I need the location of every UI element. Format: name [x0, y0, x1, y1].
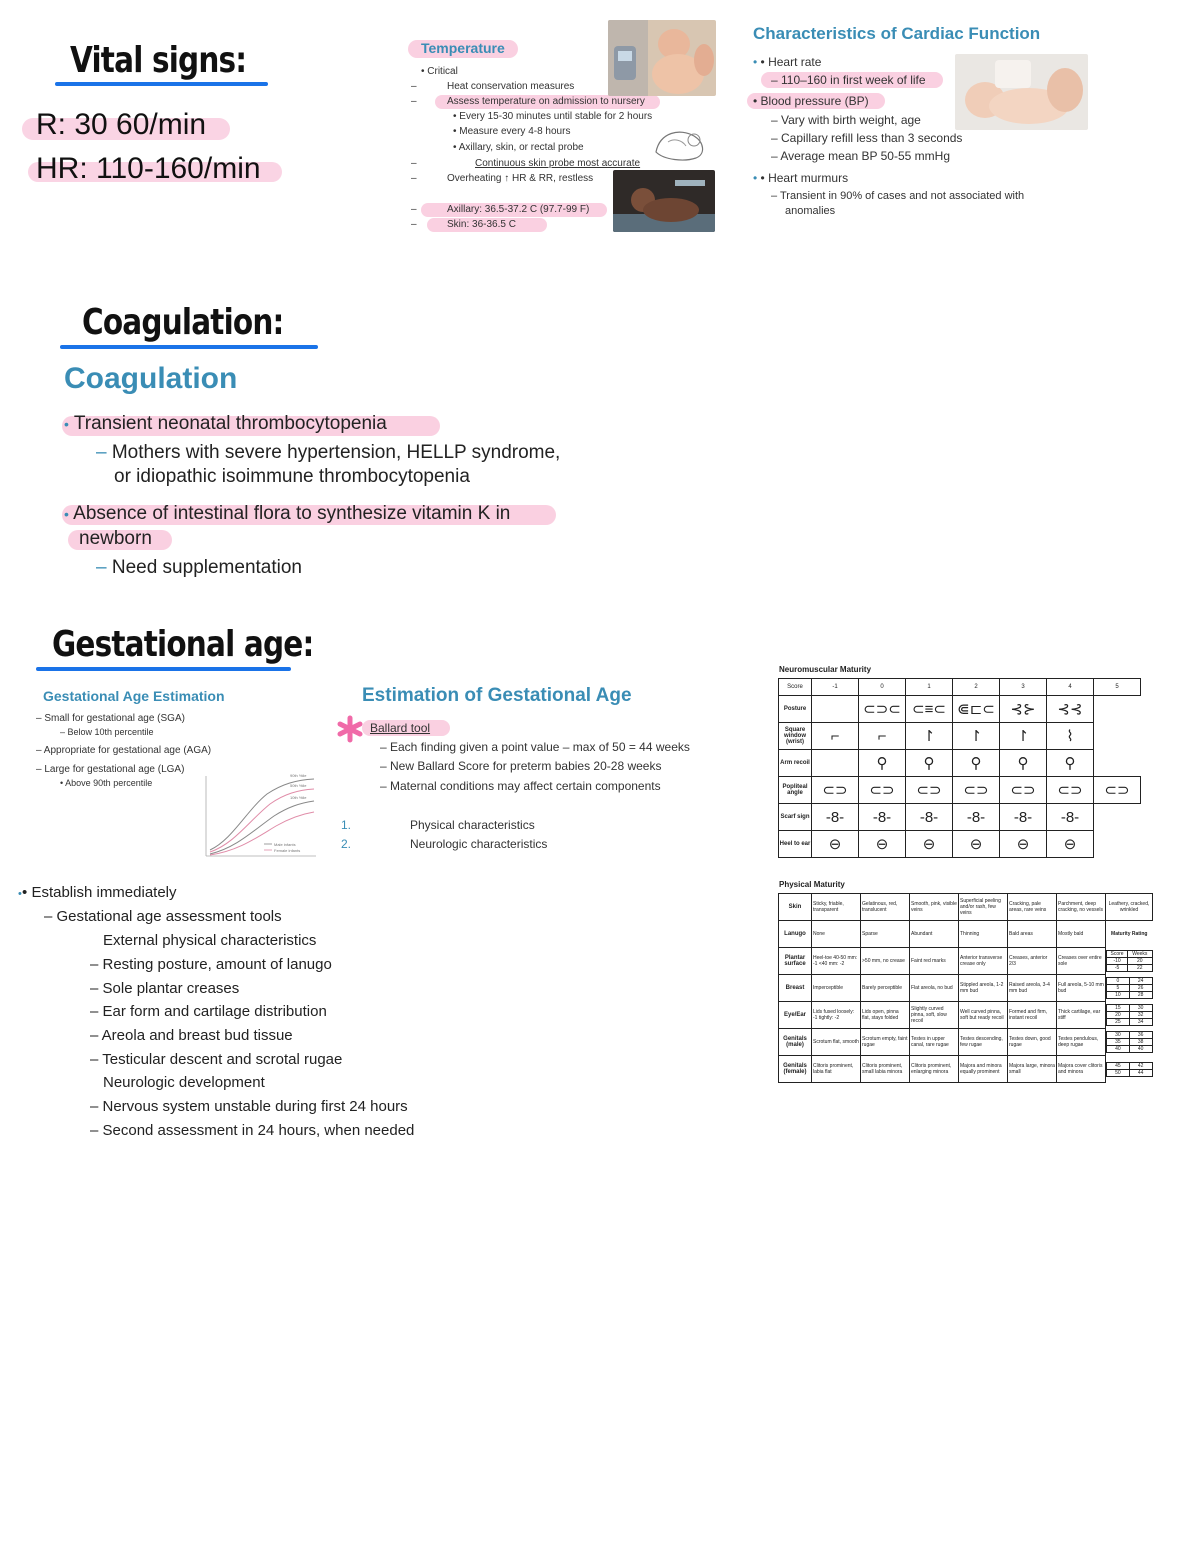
temp-line: Assess temperature on admission to nursery	[447, 96, 645, 107]
rating-value: 28	[1129, 992, 1152, 999]
phys-cell: Bald areas	[1008, 921, 1057, 948]
phys-cell: Abundant	[910, 921, 959, 948]
phys-cell: Thick cartilage, ear stiff	[1057, 1002, 1106, 1029]
phys-cell: Clitoris prominent, small labia minora	[861, 1056, 910, 1083]
cardiac-line: • • Heart murmurs	[753, 171, 849, 185]
phys-cell: Imperceptible	[812, 975, 861, 1002]
maturity-rating-cell	[1106, 1002, 1153, 1029]
temp-line: • Critical	[421, 66, 458, 77]
temp-line: • Measure every 4-8 hours	[453, 126, 571, 137]
rating-value: 35	[1107, 1039, 1130, 1046]
phys-cell: Gelatinous, red, translucent	[861, 894, 910, 921]
phys-cell: Well curved pinna, soft but ready recoil	[959, 1002, 1008, 1029]
rating-value: 36	[1129, 1032, 1152, 1039]
temp-line: • Every 15-30 minutes until stable for 2 hours	[453, 111, 653, 122]
neuro-posture-figure-icon: ⌇	[1047, 723, 1094, 750]
assess-line: – Nervous system unstable during first 24 hours	[90, 1098, 408, 1115]
neuro-posture-figure-icon	[1094, 750, 1141, 777]
phys-cell: Sparse	[861, 921, 910, 948]
temp-line: –	[411, 96, 417, 107]
neuro-posture-figure-icon: ⊰⊰	[1047, 696, 1094, 723]
assess-line: • • Establish immediately	[18, 884, 177, 901]
rating-value: 0	[1107, 978, 1130, 985]
neuromuscular-maturity-title: Neuromuscular Maturity	[779, 665, 872, 674]
neuro-row-label: Arm recoil	[779, 750, 812, 777]
growth-curve-label: 90th %ile	[290, 773, 307, 778]
neuro-posture-figure-icon: ⊖	[1047, 831, 1094, 858]
phys-cell: Testes pendulous, deep rugae	[1057, 1029, 1106, 1056]
ballard-tool: Ballard tool	[370, 721, 431, 735]
phys-cell: Sticky, friable, transparent	[812, 894, 861, 921]
neuro-posture-figure-icon	[1094, 831, 1141, 858]
phys-cell: Heel-toe 40-50 mm: -1 <40 mm: -2	[812, 948, 861, 975]
temp-line: –	[411, 204, 417, 215]
coag-sub-1: – Mothers with severe hypertension, HELLP syndrome,	[96, 442, 561, 463]
neuro-posture-figure-icon: ↾	[1000, 723, 1047, 750]
cardiac-line: – 110–160 in first week of life	[771, 73, 926, 87]
coag-sub-1b: or idiopathic isoimmune thrombocytopenia	[114, 466, 470, 487]
assess-line: – Testicular descent and scrotal rugae	[90, 1051, 343, 1068]
neuro-header-cell: 1	[906, 679, 953, 696]
ballard-line: – Maternal conditions may affect certain components	[380, 779, 661, 793]
phys-row-label: Genitals (female)	[779, 1056, 812, 1083]
temperature-title: Temperature	[421, 40, 505, 56]
phys-cell: Formed and firm, instant recoil	[1008, 1002, 1057, 1029]
neuro-posture-figure-icon: ⌐	[812, 723, 859, 750]
rating-value: 50	[1107, 1069, 1130, 1076]
neuro-posture-figure-icon: ⚲	[1047, 750, 1094, 777]
phys-row-label: Plantar surface	[779, 948, 812, 975]
growth-curve-label: 50th %ile	[290, 783, 307, 788]
neuro-posture-figure-icon: ⊂⊃	[1047, 777, 1094, 804]
coagulation-underline	[60, 345, 318, 349]
neuro-posture-figure-icon: ⊖	[906, 831, 953, 858]
phys-cell: Flat areola, no bud	[910, 975, 959, 1002]
phys-cell: Raised areola, 3-4 mm bud	[1008, 975, 1057, 1002]
phys-cell: Testes down, good rugae	[1008, 1029, 1057, 1056]
phys-cell: None	[812, 921, 861, 948]
neuro-posture-figure-icon: ⚲	[1000, 750, 1047, 777]
neuro-header-cell: Score	[779, 679, 812, 696]
cardiac-function-slide	[745, 18, 1095, 228]
neuro-posture-figure-icon	[1094, 804, 1141, 831]
gest-est-line: – Below 10th percentile	[60, 727, 154, 737]
assess-line: – Second assessment in 24 hours, when needed	[90, 1122, 415, 1139]
gest-est-line: – Appropriate for gestational age (AGA)	[36, 745, 212, 756]
rating-value: 20	[1128, 958, 1152, 965]
phys-row-label: Breast	[779, 975, 812, 1002]
neuro-posture-figure-icon: -8-	[953, 804, 1000, 831]
ballard-line: – New Ballard Score for preterm babies 20-28 weeks	[380, 759, 662, 773]
maturity-rating-cell	[1106, 1029, 1153, 1056]
gest-estimation-title: Gestational Age Estimation	[43, 688, 225, 704]
neuro-posture-figure-icon: -8-	[859, 804, 906, 831]
phys-cell: Cracking, pale areas, rare veins	[1008, 894, 1057, 921]
temp-line: Overheating ↑ HR & RR, restless	[447, 173, 594, 184]
neuro-posture-figure-icon: ⚲	[906, 750, 953, 777]
neuro-posture-figure-icon: ⌐	[859, 723, 906, 750]
newborn-incubator-photo	[613, 170, 715, 232]
asterisk-mark-icon	[336, 715, 364, 743]
chart-legend-female: Female infants	[274, 848, 301, 853]
phys-cell: Thinning	[959, 921, 1008, 948]
neuro-posture-figure-icon: -8-	[1047, 804, 1094, 831]
cardiac-line: anomalies	[785, 205, 836, 217]
vital-signs-heading: Vital signs:	[70, 40, 247, 81]
rating-value: -10	[1107, 958, 1128, 965]
numbered-item: Physical characteristics	[410, 818, 535, 832]
gest-est-line: • Above 90th percentile	[60, 778, 153, 788]
rating-value: 40	[1107, 1046, 1130, 1053]
ballard-line: – Each finding given a point value – max of 50 = 44 weeks	[380, 740, 690, 754]
phys-cell: Slightly curved pinna, soft, slow recoil	[910, 1002, 959, 1029]
rating-value: 40	[1129, 1046, 1152, 1053]
rating-value: 25	[1107, 1019, 1130, 1026]
temp-line: –	[411, 158, 417, 169]
phys-cell: Testes in upper canal, rare rugae	[910, 1029, 959, 1056]
assess-line: – Resting posture, amount of lanugo	[90, 956, 332, 973]
phys-cell: Lids fused loosely: -1 tightly: -2	[812, 1002, 861, 1029]
temp-line: Heat conservation measures	[447, 81, 575, 92]
neuro-posture-figure-icon: ⚲	[953, 750, 1000, 777]
coag-bullet-2b: newborn	[79, 528, 152, 549]
numbered-marker: 2.	[341, 837, 352, 851]
neuro-header-cell: 0	[859, 679, 906, 696]
neuro-posture-figure-icon: -8-	[906, 804, 953, 831]
growth-curve-label: 10th %ile	[290, 795, 307, 800]
neuro-posture-figure-icon	[812, 696, 859, 723]
cardiac-line: – Transient in 90% of cases and not associated with	[771, 190, 1025, 202]
phys-cell: Anterior transverse crease only	[959, 948, 1008, 975]
temperature-slide	[405, 18, 720, 233]
neuro-posture-figure-icon: ⊂⊃	[953, 777, 1000, 804]
neuro-posture-figure-icon	[1094, 723, 1141, 750]
assess-line: – Sole plantar creases	[90, 980, 240, 997]
coagulation-title: Coagulation	[64, 362, 238, 395]
neuro-posture-figure-icon: ⊖	[859, 831, 906, 858]
phys-cell: Leathery, cracked, wrinkled	[1106, 894, 1153, 921]
neuro-posture-figure-icon: ⋐⊏⊂	[953, 696, 1000, 723]
neuro-header-cell: 5	[1094, 679, 1141, 696]
gestational-age-underline	[36, 667, 291, 671]
neuro-posture-figure-icon: ⊂⊃⊂	[859, 696, 906, 723]
neuro-header-cell: 2	[953, 679, 1000, 696]
rating-value: 30	[1107, 1032, 1130, 1039]
cardiac-line: • Blood pressure (BP)	[753, 94, 869, 108]
temp-line: Skin: 36-36.5 C	[447, 219, 516, 230]
maturity-rating-cell	[1106, 975, 1153, 1002]
neuro-posture-figure-icon: ↾	[953, 723, 1000, 750]
assess-line: – Gestational age assessment tools	[44, 908, 282, 925]
temp-line: –	[411, 81, 417, 92]
cardiac-line: – Vary with birth weight, age	[771, 113, 921, 127]
temp-line: Axillary: 36.5-37.2 C (97.7-99 F)	[447, 204, 590, 215]
temp-line: –	[411, 219, 417, 230]
phys-cell: >50 mm, no crease	[861, 948, 910, 975]
neuro-posture-figure-icon: ⊖	[812, 831, 859, 858]
rating-value: -5	[1107, 965, 1128, 972]
neuro-row-label: Popliteal angle	[779, 777, 812, 804]
neuro-header-cell: -1	[812, 679, 859, 696]
coag-bullet-2: • Absence of intestinal flora to synthesize vitamin K in	[64, 503, 511, 524]
phys-cell: Faint red marks	[910, 948, 959, 975]
neuro-row-label: Scarf sign	[779, 804, 812, 831]
neuro-posture-figure-icon: ⊂≡⊂	[906, 696, 953, 723]
phys-cell: Majora large, minora small	[1008, 1056, 1057, 1083]
vital-signs-underline	[55, 82, 268, 86]
physical-maturity-title: Physical Maturity	[779, 880, 845, 889]
rating-value: 34	[1129, 1019, 1152, 1026]
rating-value: 30	[1129, 1005, 1152, 1012]
phys-row-label: Genitals (male)	[779, 1029, 812, 1056]
rating-value: 5	[1107, 985, 1130, 992]
rating-value: 42	[1129, 1062, 1152, 1069]
estimation-of-gestational-age-title: Estimation of Gestational Age	[362, 685, 632, 706]
chart-legend-male: Male infants	[274, 842, 296, 847]
phys-cell: Stippled areola, 1-2 mm bud	[959, 975, 1008, 1002]
rating-value: 10	[1107, 992, 1130, 999]
phys-cell: Creases over entire sole	[1057, 948, 1106, 975]
phys-cell: Barely perceptible	[861, 975, 910, 1002]
neuro-header-cell: 3	[1000, 679, 1047, 696]
assess-line: External physical characteristics	[103, 932, 317, 949]
rating-value: 44	[1129, 1069, 1152, 1076]
neuro-posture-figure-icon: ⊂⊃	[1000, 777, 1047, 804]
phys-cell: Superficial peeling and/or rash, few veins	[959, 894, 1008, 921]
coag-bullet-1: • Transient neonatal thrombocytopenia	[64, 413, 387, 434]
maturity-rating-cell	[1106, 948, 1153, 975]
maturity-rating-title: Maturity Rating	[1111, 931, 1148, 938]
maturity-rating-cell	[1106, 1056, 1153, 1083]
phys-cell: Scrotum flat, smooth	[812, 1029, 861, 1056]
cardiac-line: – Average mean BP 50-55 mmHg	[771, 149, 950, 163]
rating-value: 38	[1129, 1039, 1152, 1046]
coag-sub-2: – Need supplementation	[96, 557, 302, 578]
neuro-posture-figure-icon: -8-	[812, 804, 859, 831]
neuro-posture-figure-icon: ⊂⊃	[1094, 777, 1141, 804]
neuro-posture-figure-icon	[1094, 696, 1141, 723]
rating-value: Weeks	[1128, 951, 1152, 958]
neuro-header-cell: 4	[1047, 679, 1094, 696]
rating-value: 45	[1107, 1062, 1130, 1069]
neuro-posture-figure-icon: ⊖	[953, 831, 1000, 858]
neuro-posture-figure-icon: ⊰⊱	[1000, 696, 1047, 723]
phys-cell: Majora cover clitoris and minora	[1057, 1056, 1106, 1083]
baby-stethoscope-photo	[955, 54, 1088, 130]
assess-line: – Areola and breast bud tissue	[90, 1027, 293, 1044]
temp-line: –	[411, 173, 417, 184]
phys-cell: Smooth, pink, visible veins	[910, 894, 959, 921]
gest-est-line: – Large for gestational age (LGA)	[36, 764, 185, 775]
phys-cell: Creases, anterior 2/3	[1008, 948, 1057, 975]
temp-line: • Axillary, skin, or rectal probe	[453, 142, 584, 153]
rating-value: 32	[1129, 1012, 1152, 1019]
gestational-age-heading: Gestational age:	[52, 624, 314, 665]
neuromuscular-maturity-table	[778, 678, 1141, 858]
neuro-posture-figure-icon: -8-	[1000, 804, 1047, 831]
cardiac-line: • • Heart rate	[753, 55, 822, 69]
rating-value: 24	[1129, 978, 1152, 985]
heart-rate: HR: 110-160/min	[36, 152, 261, 185]
rating-value: 22	[1128, 965, 1152, 972]
rating-value: 26	[1129, 985, 1152, 992]
assess-line: – Ear form and cartilage distribution	[90, 1003, 327, 1020]
gest-est-line: – Small for gestational age (SGA)	[36, 713, 185, 724]
baby-thermometer-photo	[608, 20, 716, 96]
neuro-posture-figure-icon	[812, 750, 859, 777]
infant-sketch-illustration	[650, 122, 712, 164]
neuro-row-label: Posture	[779, 696, 812, 723]
rating-value: Score	[1107, 951, 1128, 958]
rating-value: 15	[1107, 1005, 1130, 1012]
neuro-row-label: Square window (wrist)	[779, 723, 812, 750]
cardiac-line: – Capillary refill less than 3 seconds	[771, 131, 963, 145]
cardiac-title: Characteristics of Cardiac Function	[753, 24, 1041, 43]
neuro-posture-figure-icon: ↾	[906, 723, 953, 750]
temp-line: Continuous skin probe most accurate	[475, 158, 641, 169]
neuro-posture-figure-icon: ⊂⊃	[906, 777, 953, 804]
phys-cell: Majora and minora equally prominent	[959, 1056, 1008, 1083]
neuro-posture-figure-icon: ⊖	[1000, 831, 1047, 858]
phys-cell: Lids open, pinna flat, stays folded	[861, 1002, 910, 1029]
numbered-item: Neurologic characteristics	[410, 837, 548, 851]
phys-row-label: Lanugo	[779, 921, 812, 948]
phys-row-label: Eye/Ear	[779, 1002, 812, 1029]
phys-cell: Clitoris prominent, enlarging minora	[910, 1056, 959, 1083]
neuro-posture-figure-icon: ⊂⊃	[812, 777, 859, 804]
rating-value: 20	[1107, 1012, 1130, 1019]
phys-cell: Scrotum empty, faint rugae	[861, 1029, 910, 1056]
phys-cell: Clitoris prominent, labia flat	[812, 1056, 861, 1083]
growth-curve-chart	[192, 770, 320, 866]
phys-cell: Testes descending, few rugae	[959, 1029, 1008, 1056]
phys-row-label: Skin	[779, 894, 812, 921]
numbered-marker: 1.	[341, 818, 352, 832]
physical-maturity-table	[778, 893, 1153, 1083]
respiratory-rate: R: 30 60/min	[36, 108, 207, 141]
coagulation-heading: Coagulation:	[82, 302, 284, 343]
neuro-posture-figure-icon: ⚲	[859, 750, 906, 777]
phys-cell: Mostly bald	[1057, 921, 1106, 948]
assess-line: Neurologic development	[103, 1074, 265, 1091]
neuro-posture-figure-icon: ⊂⊃	[859, 777, 906, 804]
phys-cell: Parchment, deep cracking, no vessels	[1057, 894, 1106, 921]
phys-cell: Full areola, 5-10 mm bud	[1057, 975, 1106, 1002]
neuro-row-label: Heel to ear	[779, 831, 812, 858]
